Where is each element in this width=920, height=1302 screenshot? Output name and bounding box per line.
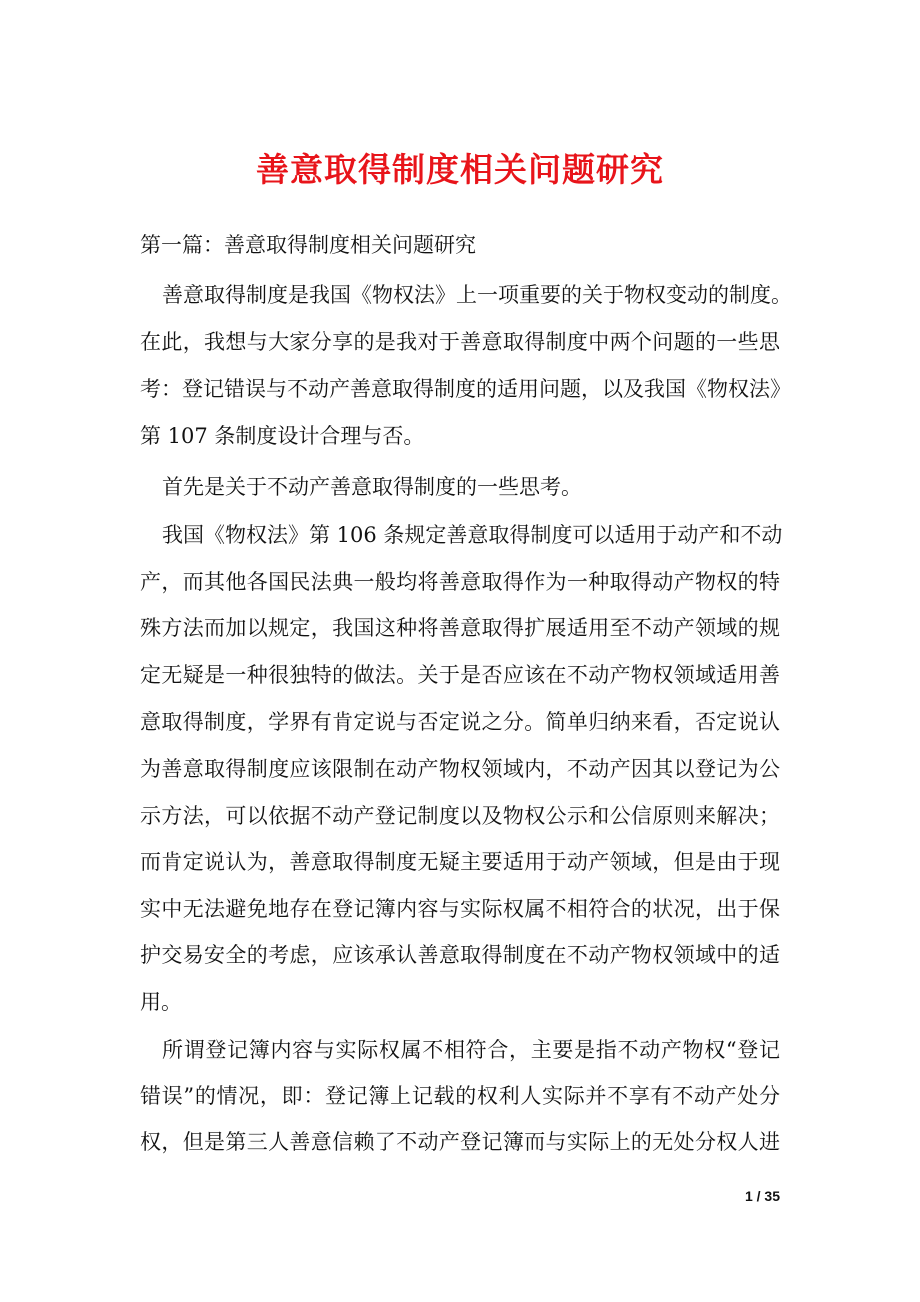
text-line: 第 107 条制度设计合理与否。 bbox=[140, 424, 425, 448]
text-line: 善意取得制度是我国《物权法》上一项重要的关于物权变动的制度。 bbox=[162, 283, 792, 307]
text-line: 实中无法避免地存在登记簿内容与实际权属不相符合的状况，出于保 bbox=[140, 897, 780, 921]
text-line: 护交易安全的考虑，应该承认善意取得制度在不动产物权领域中的适 bbox=[140, 943, 780, 967]
text-line: 意取得制度，学界有肯定说与否定说之分。简单归纳来看，否定说认 bbox=[140, 710, 780, 734]
text-line: 错误”的情况，即：登记簿上记载的权利人实际并不享有不动产处分 bbox=[140, 1084, 780, 1108]
document-title: 善意取得制度相关问题研究 bbox=[256, 150, 664, 189]
text-line: 第一篇：善意取得制度相关问题研究 bbox=[140, 233, 476, 257]
text-line: 示方法，可以依据不动产登记制度以及物权公示和公信原则来解决； bbox=[140, 804, 780, 828]
text-line: 用。 bbox=[140, 990, 182, 1014]
text-line: 为善意取得制度应该限制在动产物权领域内，不动产因其以登记为公 bbox=[140, 757, 780, 781]
text-line: 所谓登记簿内容与实际权属不相符合，主要是指不动产物权“登记 bbox=[162, 1038, 780, 1062]
text-line: 考：登记错误与不动产善意取得制度的适用问题，以及我国《物权法》 bbox=[140, 377, 791, 401]
page-number: 1 / 35 bbox=[744, 1188, 780, 1204]
text-line: 产，而其他各国民法典一般均将善意取得作为一种取得动产物权的特 bbox=[140, 570, 780, 594]
text-line: 我国《物权法》第 106 条规定善意取得制度可以适用于动产和不动 bbox=[162, 523, 783, 547]
text-line: 殊方法而加以规定，我国这种将善意取得扩展适用至不动产领域的规 bbox=[140, 616, 780, 640]
text-line: 首先是关于不动产善意取得制度的一些思考。 bbox=[162, 475, 582, 499]
text-line: 而肯定说认为，善意取得制度无疑主要适用于动产领域，但是由于现 bbox=[140, 850, 780, 874]
text-line: 在此，我想与大家分享的是我对于善意取得制度中两个问题的一些思 bbox=[140, 330, 780, 354]
text-line: 定无疑是一种很独特的做法。关于是否应该在不动产物权领域适用善 bbox=[140, 663, 780, 687]
text-line: 权，但是第三人善意信赖了不动产登记簿而与实际上的无处分权人进 bbox=[140, 1130, 780, 1154]
